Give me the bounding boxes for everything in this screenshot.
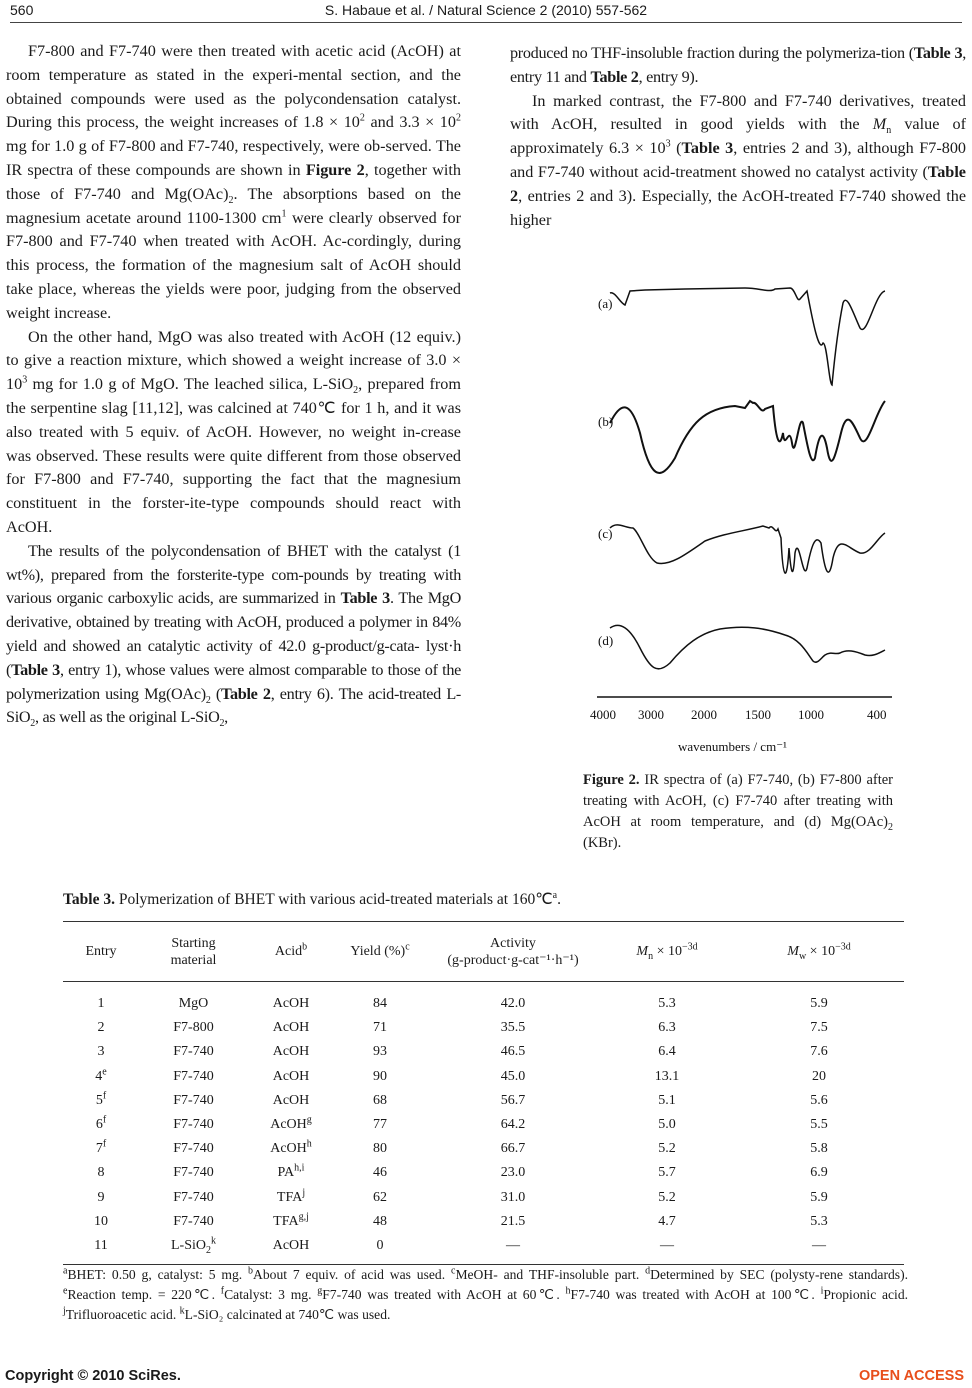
cell-acid: AcOH	[272, 1044, 310, 1060]
cell-activity: 35.5	[500, 1020, 526, 1036]
col-header-activity: Activity (g-product·g-cat⁻¹·h⁻¹)	[426, 922, 600, 982]
cell-mn: 5.2	[658, 1189, 676, 1205]
cell-acid: AcOH	[272, 996, 310, 1012]
paragraph: In marked contrast, the F7-800 and F7-740 derivatives, treated with AcOH, resulted in good yields with the $M_n$ value of approximately $6.3 \times 10^3$ (Table 3, entries 2 and 3), although F7-800 and F7-740 without acid-treatment showed no catalyst activity (Table 2, entries 2 and 3). Especially, the AcOH-treated F7-740 showed the higher	[510, 91, 967, 229]
cell-acid: PA$^{h,i}$	[277, 1162, 305, 1181]
page-number: 560	[10, 2, 34, 18]
cell-material: F7-740	[173, 1189, 214, 1205]
cell-mn: 5.1	[658, 1092, 676, 1108]
spectrum-a	[610, 288, 885, 385]
cell-material: F7-740	[173, 1092, 214, 1108]
table-footnotes: $^a$BHET: 0.50 g, catalyst: 5 mg. $^b$About 7 equiv. of acid was used. $^c$MeOH- and THF-insoluble part. $^d$Determined by SEC (polysty-rene standards). $^e$Reaction temp. = 220℃. $^f$Catalyst: 3 mg. $^g$F7-740 was treated with AcOH at 60℃. $^h$F7-740 was treated with AcOH at 100℃. $^i$Propionic acid. $^j$Trifluoroacetic acid. $^k$L-SiO₂ calcinated at 740℃ was used.	[63, 1265, 909, 1322]
cell-yield: 84	[373, 996, 387, 1012]
copyright-notice: Copyright © 2010 SciRes.	[5, 1368, 181, 1384]
table-row	[63, 1186, 904, 1210]
cell-mn: 5.7	[658, 1165, 676, 1181]
cell-yield: 48	[373, 1213, 387, 1229]
table-row	[63, 1137, 904, 1161]
cell-mn: 5.2	[658, 1141, 676, 1157]
cell-yield: 71	[373, 1020, 387, 1036]
cell-yield: 90	[373, 1068, 387, 1084]
cell-mn: 5.0	[658, 1117, 676, 1133]
cell-yield: 62	[373, 1189, 387, 1205]
col-header-material: Starting material	[139, 922, 248, 982]
table-row	[63, 1234, 904, 1265]
cell-entry: 10	[94, 1213, 108, 1229]
cell-entry: 5$^f$	[95, 1090, 107, 1108]
cell-entry: 7$^f$	[95, 1138, 107, 1157]
panel-label-b: (b)	[598, 414, 614, 429]
results-table	[63, 921, 904, 1265]
cell-mn: —	[600, 1234, 734, 1265]
cell-activity: 64.2	[500, 1117, 526, 1133]
cell-material: MgO	[178, 996, 209, 1012]
cell-entry: 2	[97, 1020, 105, 1036]
cell-material: F7-740	[173, 1141, 214, 1157]
col-header-mn: $M_n \times 10^{-3d}$	[600, 922, 734, 982]
cell-mw: 7.6	[810, 1044, 828, 1060]
page-header	[10, 0, 962, 26]
cell-entry: 8	[97, 1165, 105, 1181]
cell-activity: —	[426, 1234, 600, 1265]
cell-mn: 5.3	[658, 996, 676, 1012]
x-tick: 1000	[798, 707, 824, 722]
table-row	[63, 1161, 904, 1185]
ir-spectra-plot	[585, 283, 905, 753]
table-reference: Table 3	[11, 660, 60, 679]
panel-label-d: (d)	[598, 633, 614, 648]
page-footer	[0, 1358, 972, 1388]
cell-activity: 31.0	[500, 1189, 526, 1205]
cell-acid: AcOH	[248, 1234, 334, 1265]
table-row	[63, 1113, 904, 1137]
cell-acid: AcOH	[272, 1092, 310, 1108]
cell-entry: 9	[97, 1189, 105, 1205]
table-reference: Table 2	[510, 162, 966, 205]
spectrum-d	[610, 625, 885, 669]
figure-caption: Figure 2. IR spectra of (a) F7-740, (b) F7-800 after treating with AcOH, (c) F7-740 after treating with AcOH at room temperature, and (d) $Mg(OAc)_2$ (KBr).	[583, 772, 893, 851]
header-rule	[10, 22, 962, 23]
spectrum-b	[610, 401, 885, 473]
cell-activity: 56.7	[500, 1092, 526, 1108]
cell-yield: 93	[373, 1044, 387, 1060]
cell-activity: 23.0	[500, 1165, 526, 1181]
cell-entry: 11	[63, 1234, 139, 1265]
cell-activity: 42.0	[500, 996, 526, 1012]
col-header-yield: Yield (%)$^c$	[334, 922, 426, 982]
cell-acid: AcOH$^h$	[270, 1138, 312, 1157]
cell-mw: 5.5	[810, 1117, 828, 1133]
table-row	[63, 1016, 904, 1040]
cell-acid: AcOH	[272, 1020, 310, 1036]
cell-mn: 6.3	[658, 1020, 676, 1036]
cell-mw: 5.9	[810, 1189, 828, 1205]
cell-material: F7-740	[173, 1068, 214, 1084]
table-row	[63, 1065, 904, 1089]
cell-entry: 6$^f$	[95, 1114, 107, 1133]
cell-yield: 77	[373, 1117, 387, 1133]
table-reference: Table 3	[340, 589, 390, 608]
cell-mn: 13.1	[654, 1068, 680, 1084]
table-row	[63, 1210, 904, 1234]
cell-material: F7-740	[173, 1117, 214, 1133]
table-row	[63, 1089, 904, 1113]
cell-yield: 0	[334, 1234, 426, 1265]
x-tick: 2000	[691, 707, 717, 722]
table-title: Table 3. Polymerization of BHET with various acid-treated materials at 160℃$^a$.	[63, 889, 561, 908]
paragraph: produced no THF-insoluble fraction during the polymeriza-tion (Table 3, entry 11 and Table 2, entry 9).	[510, 44, 966, 86]
cell-activity: 66.7	[500, 1141, 526, 1157]
cell-acid: TFA$^{g,j}$	[273, 1211, 309, 1229]
table-reference: Table 2	[220, 684, 271, 703]
cell-material: F7-740	[173, 1213, 214, 1229]
col-header-entry: Entry	[63, 922, 139, 982]
table-reference: Table 3	[681, 139, 734, 158]
cell-acid: AcOH$^g$	[270, 1114, 312, 1133]
cell-entry: 1	[97, 996, 105, 1012]
cell-mw: —	[734, 1234, 904, 1265]
paragraph: F7-800 and F7-740 were then treated with acetic acid (AcOH) at room temperature as stated in the experi-mental section, and the obtained compounds were used as the polycondensation catalyst. During this process, the weight increases of $1.8 \times 10^2$ and $3.3 \times 10^2$ mg for 1.0 g of F7-800 and F7-740, respectively, were ob-served. The IR spectra of these compounds are shown in Figure 2, together with those of F7-740 and $Mg(OAc)_2$. The absorptions based on the magnesium acetate around 1100-1300 $cm^1$ were clearly observed for F7-800 and F7-740 when treated with AcOH. Ac-cordingly, during this process, the formation of the magnesium salt of AcOH should take place, whereas the yields were poor, judging from the observed weight increase.	[6, 42, 461, 322]
cell-mw: 20	[812, 1068, 826, 1084]
cell-yield: 68	[373, 1092, 387, 1108]
cell-mw: 5.6	[810, 1092, 828, 1108]
cell-mw: 5.8	[810, 1141, 828, 1157]
cell-material: F7-740	[173, 1044, 214, 1060]
cell-yield: 46	[373, 1165, 387, 1181]
cell-acid: AcOH	[272, 1068, 310, 1084]
ir-spectra-figure	[585, 283, 905, 753]
figure-reference: Figure 2	[305, 160, 365, 179]
table-row	[63, 1040, 904, 1064]
cell-activity: 21.5	[500, 1213, 526, 1229]
cell-mw: 5.3	[810, 1213, 828, 1229]
cell-mn: 4.7	[658, 1213, 676, 1229]
panel-label-c: (c)	[598, 526, 613, 541]
paragraph: On the other hand, MgO was also treated with AcOH (12 equiv.) to give a reaction mixture, which showed a weight increase of $3.0 \times 10^3$ mg for 1.0 g of MgO. The leached silica, L-SiO$_2$, prepared from the serpentine slag [11,12], was calcined at 740℃ for 1 h, and it was also treated with 5 equiv. of AcOH. However, no weight in-crease was observed. These results were quite different from those observed for F7-800 and F7-740, supporting the fact that the magnesium constituent in the forster-ite-type compounds should react with AcOH.	[6, 327, 461, 536]
paragraph: The results of the polycondensation of BHET with the catalyst (1 wt%), prepared from the forsterite-type com-pounds by treating with various organic carboxylic acids, are summarized in Table 3. The MgO derivative, obtained by treating with AcOH, produced a polymer in 84% yield and showed an catalytic activity of 42.0 g-product/g-cata- lyst·h (Table 3, entry 1), whose values were almost comparable to those of the polymerization using $Mg(OAc)_2$ (Table 2, entry 6). The acid-treated L-SiO$_2$, as well as the original L-SiO$_2$,	[6, 541, 461, 730]
spectrum-c	[610, 525, 885, 573]
cell-mw: 6.9	[810, 1165, 828, 1181]
table-reference: Table 2	[590, 67, 639, 86]
x-axis-label: wavenumbers / cm⁻¹	[678, 739, 787, 753]
x-tick: 3000	[638, 707, 664, 722]
col-header-mw: $M_w \times 10^{-3d}$	[734, 922, 904, 982]
panel-label-a: (a)	[598, 296, 613, 311]
cell-entry: 4e	[95, 1066, 107, 1084]
cell-acid: TFA$^j$	[276, 1186, 306, 1205]
table-reference: Table 3	[913, 44, 963, 62]
x-tick: 400	[867, 707, 887, 722]
left-column	[6, 40, 461, 730]
cell-activity: 46.5	[500, 1044, 526, 1060]
cell-mw: 5.9	[810, 996, 828, 1012]
cell-mn: 6.4	[658, 1044, 676, 1060]
col-header-acid: Acid$^b$	[248, 922, 334, 982]
cell-mw: 7.5	[810, 1020, 828, 1036]
right-column	[510, 42, 966, 232]
cell-entry: 3	[97, 1044, 105, 1060]
x-tick: 4000	[590, 707, 616, 722]
running-title: S. Habaue et al. / Natural Science 2 (2010) 557-562	[324, 2, 648, 18]
open-access-badge: OPEN ACCESS	[858, 1368, 964, 1384]
table-row	[63, 982, 904, 1017]
x-tick: 1500	[745, 707, 771, 722]
cell-material: L-SiO$_2^k$	[139, 1234, 248, 1265]
cell-material: F7-740	[173, 1165, 214, 1181]
table-header-row	[63, 922, 904, 982]
cell-activity: 45.0	[500, 1068, 526, 1084]
cell-yield: 80	[373, 1141, 387, 1157]
cell-material: F7-800	[173, 1020, 214, 1036]
